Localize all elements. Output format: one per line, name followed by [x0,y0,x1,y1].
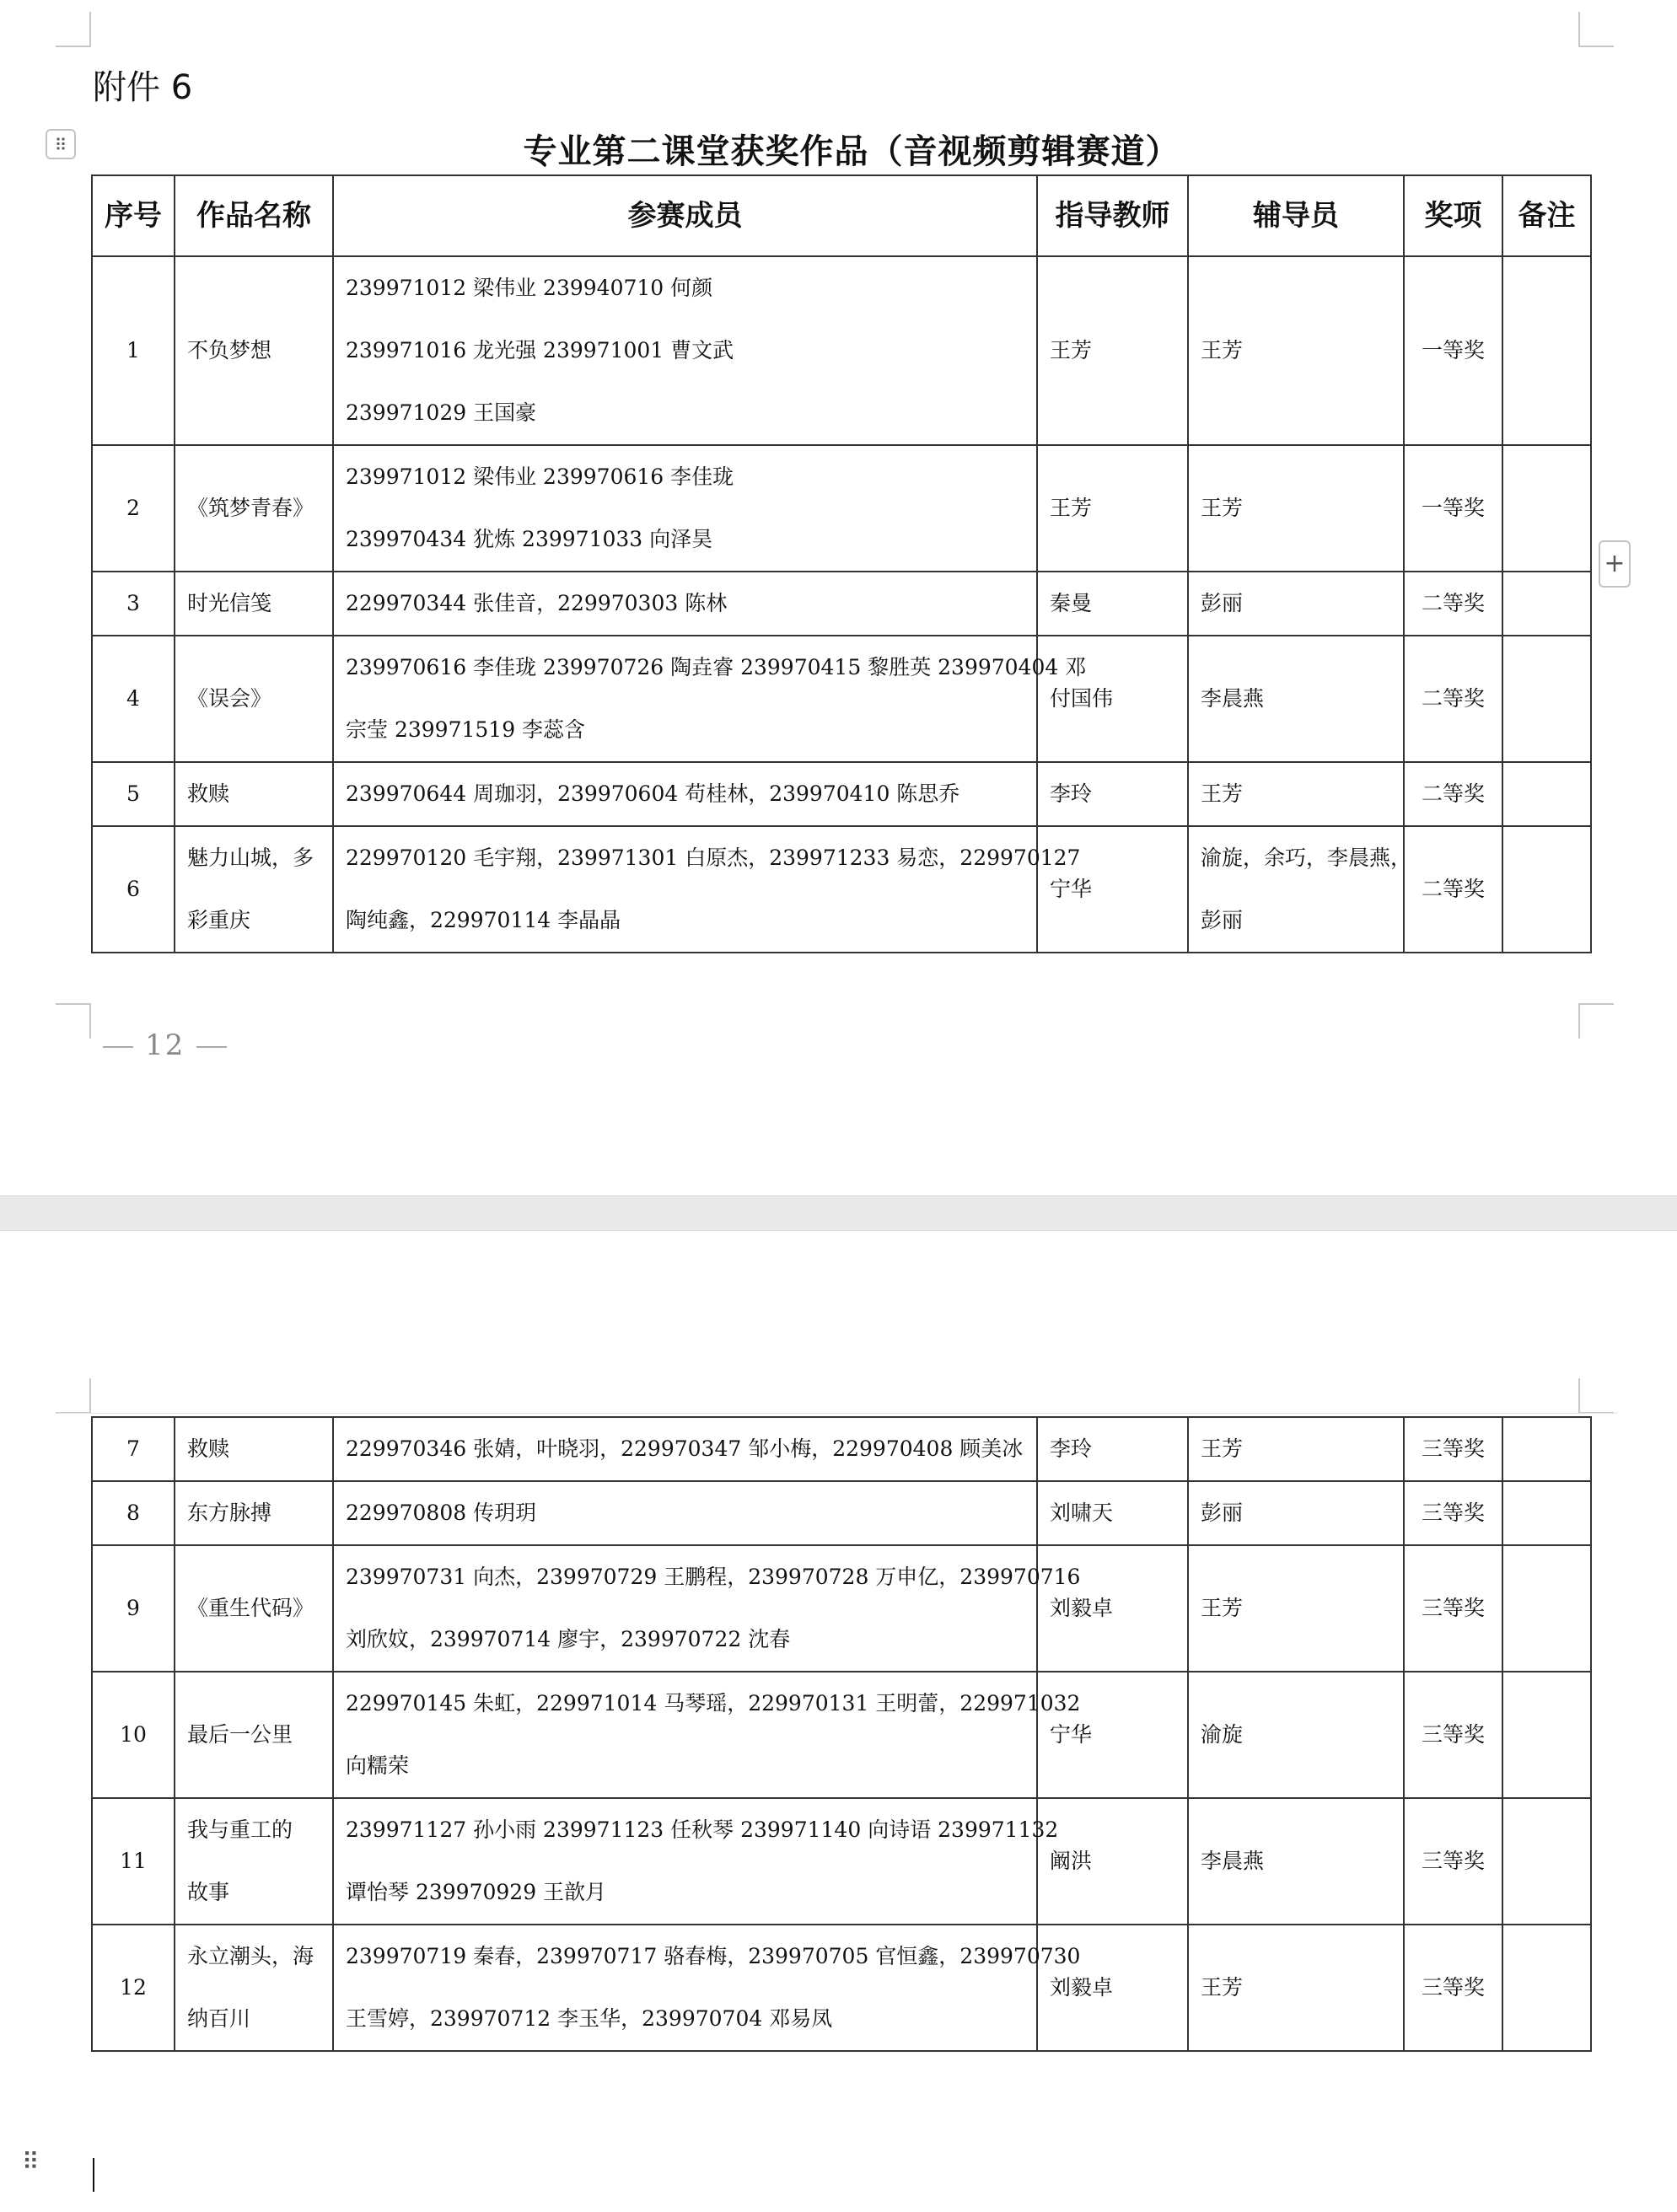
awards-table-continued[interactable] [91,1416,1592,2052]
cell-teacher[interactable] [1037,1417,1188,1481]
header-note: 备注 [1502,175,1591,256]
cell-counselor-text: 王芳 [1201,781,1244,806]
cell-members-text: 239971016 龙光强 239971001 曹文武 [346,338,734,362]
add-row-icon[interactable]: + [1599,540,1631,588]
table-row [92,572,1591,636]
cell-counselor-text: 王芳 [1201,338,1244,362]
cell-counselor[interactable] [1188,1672,1404,1798]
cell-counselor[interactable] [1188,1481,1404,1545]
cell-members-text: 239970719 秦春，239970717 骆春梅，239970705 官恒鑫，239970730 [346,1944,1081,1968]
cell-work-name[interactable] [175,826,333,953]
cell-members-text: 陶纯鑫，229970114 李晶晶 [346,908,621,932]
cell-work-name-text: 救赎 [187,781,230,806]
cell-note[interactable] [1502,1481,1591,1545]
cell-work-name-text: 彩重庆 [187,908,251,932]
cell-work-name-text: 东方脉搏 [187,1501,272,1525]
cell-award-text: 三等奖 [1421,1436,1485,1461]
cell-note[interactable] [1502,1417,1591,1481]
page-corner-mark [56,1378,91,1414]
header-counselor: 辅导员 [1188,175,1404,256]
cell-no[interactable] [92,1545,175,1672]
cell-no[interactable] [92,1417,175,1481]
cell-award[interactable] [1404,1925,1502,2051]
cell-no[interactable] [92,1672,175,1798]
cell-members-text: 239970731 向杰，239970729 王鹏程，239970728 万申亿，239970716 [346,1565,1081,1589]
cell-award-text: 二等奖 [1421,686,1485,711]
cell-teacher[interactable] [1037,762,1188,826]
cell-no-text: 7 [126,1436,140,1461]
cell-counselor-text: 彭丽 [1201,1501,1244,1525]
page-corner-mark [1578,12,1614,47]
page-corner-mark [1578,1378,1614,1414]
cell-members-text: 王雪婷，239970712 李玉华，239970704 邓易凤 [346,2006,833,2031]
cell-work-name-text: 时光信笺 [187,591,272,615]
cell-no[interactable] [92,445,175,572]
cell-teacher[interactable] [1037,256,1188,445]
cell-award-text: 三等奖 [1421,1849,1485,1873]
cell-work-name-text: 最后一公里 [187,1722,293,1747]
cell-no[interactable] [92,1481,175,1545]
page-gap [0,1195,1677,1231]
table-row [92,256,1591,445]
cell-award-text: 二等奖 [1421,877,1485,901]
cell-no[interactable] [92,1798,175,1925]
cell-members-text: 229970346 张婧，叶晓羽，229970347 邹小梅，229970408 顾美冰 [346,1436,1024,1461]
cell-work-name-text: 《误会》 [187,686,272,711]
cell-award-text: 一等奖 [1421,338,1485,362]
cell-members[interactable] [333,1481,1037,1545]
cell-counselor[interactable] [1188,636,1404,762]
page-corner-mark [56,12,91,47]
cell-members[interactable] [333,1925,1081,2051]
cell-members-text: 239970616 李佳珑 239970726 陶垚睿 239970415 黎胜英 239970404 邓 [346,655,1087,679]
cell-work-name-text: 救赎 [187,1436,230,1461]
cell-work-name[interactable] [175,256,333,445]
table-row [92,636,1591,762]
cell-award[interactable] [1404,1417,1502,1481]
table-row [92,1925,1591,2051]
table-row [92,1481,1591,1545]
cell-counselor[interactable] [1188,1545,1404,1672]
cell-members-text: 239970434 犹炼 239971033 向泽昊 [346,527,713,551]
cell-note[interactable] [1502,1925,1591,2051]
cell-teacher[interactable] [1037,445,1188,572]
cell-no-text: 6 [126,877,140,901]
cell-members-text: 宗莹 239971519 李蕊含 [346,717,586,742]
cell-no-text: 5 [126,781,140,806]
text-cursor [93,2158,94,2192]
cell-teacher-text: 李玲 [1050,781,1093,806]
cell-teacher[interactable] [1037,1798,1188,1925]
table-drag-handle-icon[interactable]: ⠿ [46,129,76,159]
cell-counselor[interactable] [1188,1798,1404,1925]
cell-work-name-text: 故事 [187,1880,230,1904]
cell-award-text: 三等奖 [1421,1501,1485,1525]
cell-award-text: 三等奖 [1421,1722,1485,1747]
cell-work-name[interactable] [175,1417,333,1481]
cell-work-name[interactable] [175,636,333,762]
cell-teacher-text: 付国伟 [1050,686,1114,711]
table-row [92,826,1591,953]
cell-members-text: 刘欣妏，239970714 廖宇，239970722 沈春 [346,1627,791,1651]
cell-teacher-text: 刘毅卓 [1050,1975,1114,2000]
cell-award[interactable] [1404,256,1502,445]
cell-members[interactable] [333,572,1037,636]
cell-award-text: 三等奖 [1421,1596,1485,1620]
cell-counselor-text: 王芳 [1201,1436,1244,1461]
header-work-name: 作品名称 [175,175,333,256]
cell-no-text: 2 [126,496,140,520]
cell-note[interactable] [1502,1672,1591,1798]
cell-members-text: 229970344 张佳音，229970303 陈林 [346,591,728,615]
awards-table[interactable] [91,174,1592,953]
cell-counselor[interactable] [1188,445,1404,572]
cell-work-name[interactable] [175,572,333,636]
table-row [92,762,1591,826]
cell-no-text: 4 [126,686,140,711]
cell-teacher-text: 秦曼 [1050,591,1093,615]
cell-note[interactable] [1502,572,1591,636]
header-members: 参赛成员 [333,175,1037,256]
cell-award-text: 二等奖 [1421,591,1485,615]
cell-members[interactable] [333,1417,1037,1481]
cell-no[interactable] [92,572,175,636]
cell-no-text: 9 [126,1596,140,1620]
cell-award[interactable] [1404,572,1502,636]
cell-members[interactable] [333,1798,1059,1925]
header-no: 序号 [92,175,175,256]
table-row [92,445,1591,572]
cell-teacher[interactable] [1037,572,1188,636]
document-title: 专业第二课堂获奖作品（音视频剪辑赛道） [523,132,1180,171]
cell-counselor-text: 李晨燕 [1201,686,1265,711]
table-header-row [92,175,1591,256]
cell-work-name-text: 魅力山城，多 [187,846,314,870]
cell-work-name[interactable] [175,1925,333,2051]
cell-counselor-text: 彭丽 [1201,591,1244,615]
cell-teacher-text: 李玲 [1050,1436,1093,1461]
cell-members-text: 239971127 孙小雨 239971123 任秋琴 239971140 向诗语 239971132 [346,1817,1059,1842]
cell-members-text: 239970644 周珈羽，239970604 苟桂林，239970410 陈思乔 [346,781,960,806]
cell-note[interactable] [1502,826,1591,953]
table-row [92,1545,1591,1672]
cell-teacher-text: 刘啸天 [1050,1501,1114,1525]
cell-note[interactable] [1502,1798,1591,1925]
cell-counselor-text: 渝旋 [1201,1722,1244,1747]
cell-award[interactable] [1404,762,1502,826]
cell-members-text: 谭怡琴 239970929 王歆月 [346,1880,607,1904]
cell-award-text: 一等奖 [1421,496,1485,520]
cell-teacher-text: 阚洪 [1050,1849,1093,1873]
cell-members-text: 239971012 梁伟业 239940710 何颜 [346,276,713,300]
table-row [92,1798,1591,1925]
cell-teacher-text: 宁华 [1050,877,1093,901]
cell-teacher-text: 宁华 [1050,1722,1093,1747]
cell-no-text: 1 [126,338,140,362]
page-margin-line [56,1413,1617,1414]
cell-award[interactable] [1404,636,1502,762]
cell-counselor-text: 王芳 [1201,1596,1244,1620]
cell-members-text: 229970808 传玥玥 [346,1501,537,1525]
cell-work-name[interactable] [175,445,333,572]
cell-award[interactable] [1404,445,1502,572]
cell-no-text: 10 [120,1722,147,1747]
cell-work-name-text: 永立潮头，海 [187,1944,314,1968]
cell-members[interactable] [333,762,1037,826]
cell-no[interactable] [92,256,175,445]
cell-counselor[interactable] [1188,256,1404,445]
cell-teacher-text: 刘毅卓 [1050,1596,1114,1620]
cell-counselor-text: 王芳 [1201,1975,1244,2000]
cell-work-name[interactable] [175,1672,333,1798]
cell-no[interactable] [92,1925,175,2051]
cell-work-name[interactable] [175,1545,333,1672]
cell-work-name[interactable] [175,1798,333,1925]
cell-no-text: 11 [120,1849,147,1873]
cell-counselor-text: 王芳 [1201,496,1244,520]
page-corner-mark [56,1003,91,1039]
cell-teacher-text: 王芳 [1050,496,1093,520]
cell-counselor[interactable] [1188,762,1404,826]
table-row [92,1417,1591,1481]
table-row [92,1672,1591,1798]
cell-counselor[interactable] [1188,1417,1404,1481]
cell-members[interactable] [333,256,1037,445]
cell-no[interactable] [92,636,175,762]
cell-no-text: 8 [126,1501,140,1525]
cell-note[interactable] [1502,1545,1591,1672]
cell-members-text: 229970120 毛宇翔，239971301 白原杰，239971233 易恋，229970127 [346,846,1081,870]
cell-award-text: 三等奖 [1421,1975,1485,2000]
cell-teacher-text: 王芳 [1050,338,1093,362]
cell-note[interactable] [1502,636,1591,762]
cell-award[interactable] [1404,1798,1502,1925]
cell-counselor-text: 彭丽 [1201,908,1244,932]
cell-award[interactable] [1404,1481,1502,1545]
cell-note[interactable] [1502,256,1591,445]
header-award: 奖项 [1404,175,1502,256]
cell-counselor-text: 李晨燕 [1201,1849,1265,1873]
cell-counselor[interactable] [1188,572,1404,636]
cell-members-text: 229970145 朱虹，229971014 马琴瑶，229970131 王明蕾，229971032 [346,1691,1081,1715]
cell-work-name-text: 纳百川 [187,2006,251,2031]
cell-members[interactable] [333,445,1037,572]
cell-members-text: 向糯荣 [346,1753,410,1778]
cell-no-text: 3 [126,591,140,615]
cell-no[interactable] [92,762,175,826]
cell-note[interactable] [1502,445,1591,572]
paragraph-handle-icon[interactable]: ⠿ [22,2148,40,2176]
cell-award-text: 二等奖 [1421,781,1485,806]
cell-no-text: 12 [120,1975,147,2000]
cell-work-name[interactable] [175,1481,333,1545]
cell-work-name-text: 《重生代码》 [187,1596,314,1620]
cell-members-text: 239971012 梁伟业 239970616 李佳珑 [346,464,734,489]
cell-members[interactable] [333,1545,1081,1672]
cell-award[interactable] [1404,1672,1502,1798]
attachment-label: 附件 6 [93,68,193,107]
cell-members-text: 239971029 王国豪 [346,400,537,425]
page-corner-mark [1578,1003,1614,1039]
cell-work-name-text: 我与重工的 [187,1817,293,1842]
cell-work-name-text: 不负梦想 [187,338,272,362]
cell-counselor[interactable] [1188,1925,1404,2051]
cell-counselor-text: 渝旋，余巧，李晨燕， [1201,846,1412,870]
cell-award[interactable] [1404,826,1502,953]
cell-work-name-text: 《筑梦青春》 [187,496,314,520]
cell-work-name[interactable] [175,762,333,826]
header-teacher: 指导教师 [1037,175,1188,256]
cell-teacher[interactable] [1037,1481,1188,1545]
cell-no[interactable] [92,826,175,953]
cell-award[interactable] [1404,1545,1502,1672]
cell-counselor[interactable] [1188,826,1412,953]
page-number: 12 [91,1028,239,1062]
cell-note[interactable] [1502,762,1591,826]
